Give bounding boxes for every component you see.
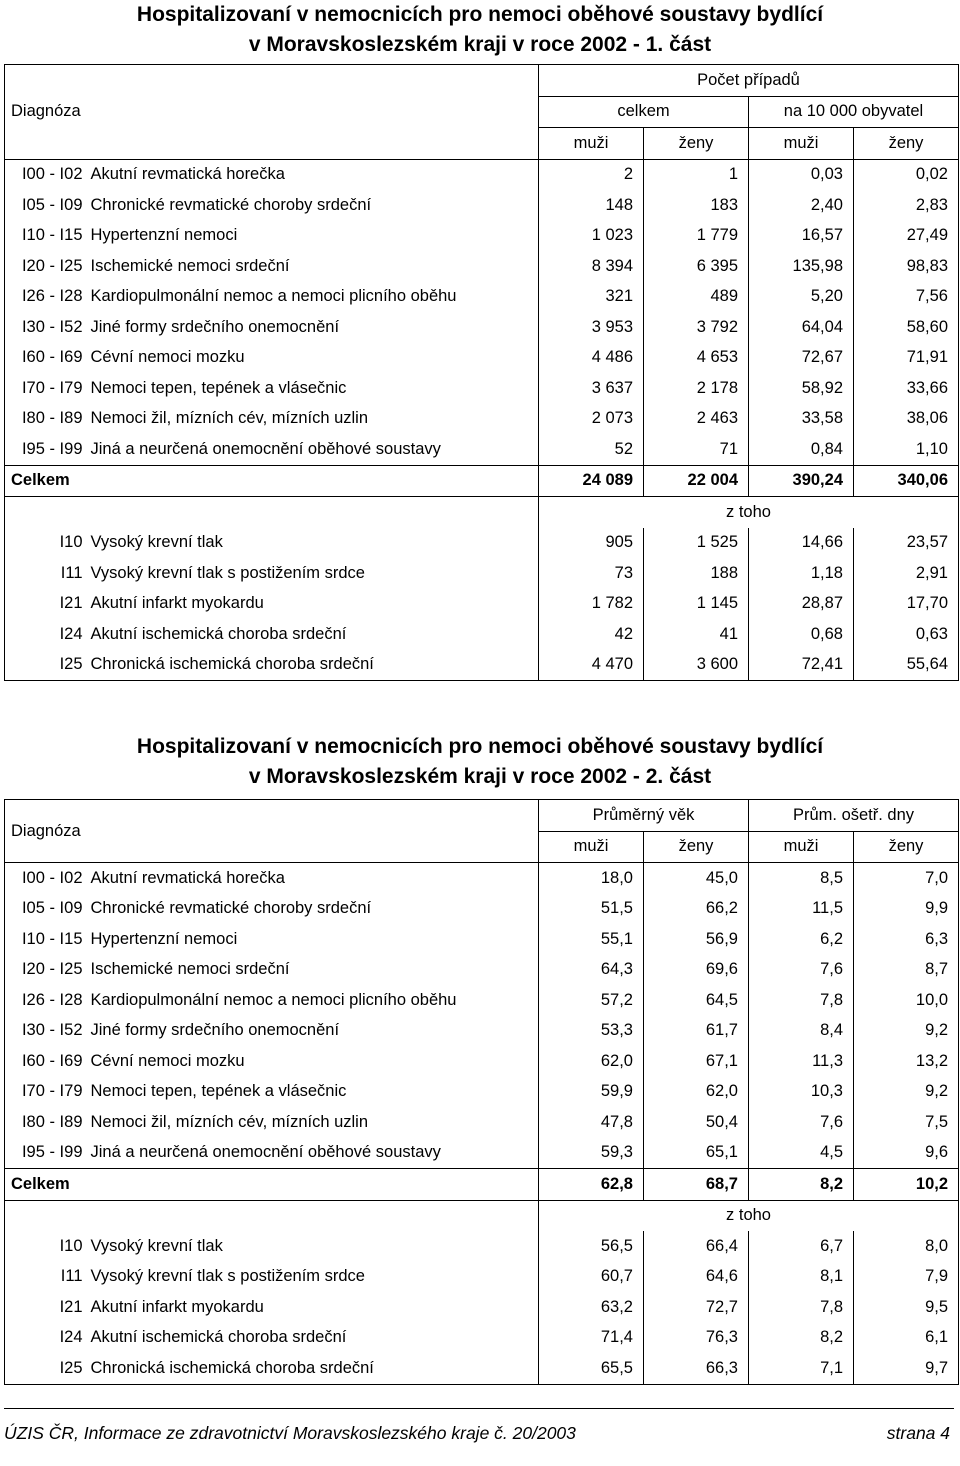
diagnosis-code: I70 - I79 xyxy=(5,1077,89,1108)
diagnosis-code: I26 - I28 xyxy=(5,282,89,313)
diagnosis-code: I26 - I28 xyxy=(5,985,89,1016)
table-cell: 905 xyxy=(539,528,644,559)
diagnosis-name: Chronická ischemická choroba srdeční xyxy=(89,1353,539,1384)
table-cell: 489 xyxy=(644,282,749,313)
table-cell: 64,6 xyxy=(644,1262,749,1293)
diagnosis-name: Vysoký krevní tlak s postižením srdce xyxy=(90,1267,365,1286)
table-cell: 7,6 xyxy=(749,955,854,986)
table-cell: 0,02 xyxy=(854,159,959,190)
table-cell: 4 653 xyxy=(644,343,749,374)
table1-ztoho: z toho xyxy=(539,497,959,528)
table-row xyxy=(5,1016,959,1047)
table2-header-diagnoza: Diagnóza xyxy=(5,800,539,863)
table-cell: 7,8 xyxy=(749,985,854,1016)
table-row xyxy=(5,924,959,955)
diagnosis-name: Ischemické nemoci srdeční xyxy=(90,960,290,979)
diagnosis-name: Kardiopulmonální nemoc a nemoci plicního oběhu xyxy=(90,990,457,1009)
table-row xyxy=(5,159,959,190)
table-cell: 58,60 xyxy=(854,312,959,343)
table-cell: 8,4 xyxy=(749,1016,854,1047)
diagnosis-code: I11 xyxy=(5,1262,89,1293)
table-cell: 3 953 xyxy=(539,312,644,343)
table-cell: 76,3 xyxy=(644,1323,749,1354)
diagnosis-code: I95 - I99 xyxy=(5,1138,89,1169)
table-cell: 10,0 xyxy=(854,985,959,1016)
table2-title-line2: v Moravskoslezském kraji v roce 2002 - 2. část xyxy=(248,765,712,788)
table-cell: 3 792 xyxy=(644,312,749,343)
table-cell: 62,8 xyxy=(539,1169,644,1201)
table-cell: 52 xyxy=(539,434,644,465)
table-cell: 2 463 xyxy=(644,404,749,435)
table2-col-header: muži xyxy=(539,831,644,863)
diagnosis-name: Akutní revmatická horečka xyxy=(90,868,285,887)
table-cell: 72,7 xyxy=(644,1292,749,1323)
table2-ztoho: z toho xyxy=(539,1200,959,1231)
diagnosis-name: Akutní infarkt myokardu xyxy=(90,594,264,613)
table-row xyxy=(5,282,959,313)
table-cell: 62,0 xyxy=(539,1046,644,1077)
table-cell: 65,5 xyxy=(539,1353,644,1384)
diagnosis-name: Jiné formy srdečního onemocnění xyxy=(90,1021,340,1040)
table-cell: 9,5 xyxy=(854,1292,959,1323)
diagnosis-name: Jiné formy srdečního onemocnění xyxy=(90,317,340,336)
table-cell: 2 xyxy=(539,159,644,190)
table-cell: 6,1 xyxy=(854,1323,959,1354)
table-cell: 53,3 xyxy=(539,1016,644,1047)
table-row xyxy=(5,650,959,681)
table1-col-header: muži xyxy=(539,128,644,160)
table-cell: 1 525 xyxy=(644,528,749,559)
diagnosis-name: Nemoci žil, mízních cév, mízních uzlin xyxy=(90,1112,369,1131)
table-cell: 188 xyxy=(644,558,749,589)
diagnosis-code: I80 - I89 xyxy=(5,1107,89,1138)
table-cell: 3 600 xyxy=(644,650,749,681)
table-cell: 6,3 xyxy=(854,924,959,955)
table-row xyxy=(5,619,959,650)
table-cell: 62,0 xyxy=(644,1077,749,1108)
table-cell: 10,3 xyxy=(749,1077,854,1108)
table-cell: 71,4 xyxy=(539,1323,644,1354)
table-cell: 5,20 xyxy=(749,282,854,313)
table2-col-header: ženy xyxy=(644,831,749,863)
table-cell: 55,1 xyxy=(539,924,644,955)
table-cell: 8,7 xyxy=(854,955,959,986)
table-cell: 64,04 xyxy=(749,312,854,343)
diagnosis-code: I60 - I69 xyxy=(5,1046,89,1077)
diagnosis-name: Kardiopulmonální nemoc a nemoci plicního oběhu xyxy=(90,287,457,306)
table-cell: 1 782 xyxy=(539,589,644,620)
table-cell: 71,91 xyxy=(854,343,959,374)
table-cell: 56,9 xyxy=(644,924,749,955)
table-cell: 135,98 xyxy=(749,251,854,282)
table-row xyxy=(5,863,959,894)
diagnosis-code: I11 xyxy=(5,558,89,589)
table1-col-header: muži xyxy=(749,128,854,160)
table-cell: 321 xyxy=(539,282,644,313)
diagnosis-name: Nemoci tepen, tepének a vlásečnic xyxy=(90,1082,347,1101)
table-cell: 38,06 xyxy=(854,404,959,435)
diagnosis-name: Hypertenzní nemoci xyxy=(90,226,238,245)
table-cell: 24 089 xyxy=(539,465,644,497)
diagnosis-name: Akutní ischemická choroba srdeční xyxy=(90,1328,347,1347)
diagnosis-name: Chronické revmatické choroby srdeční xyxy=(90,195,372,214)
table-row xyxy=(5,251,959,282)
diagnosis-code: I21 xyxy=(5,1292,89,1323)
diagnosis-name: Nemoci žil, mízních cév, mízních uzlin xyxy=(90,409,369,428)
table-cell: 0,03 xyxy=(749,159,854,190)
table-row xyxy=(5,1077,959,1108)
table-cell: 11,3 xyxy=(749,1046,854,1077)
table-cell: 72,67 xyxy=(749,343,854,374)
table-cell: 2 178 xyxy=(644,373,749,404)
table1-title-line2: v Moravskoslezském kraji v roce 2002 - 1. část xyxy=(248,33,712,56)
table-cell: 4 470 xyxy=(539,650,644,681)
table-cell: 13,2 xyxy=(854,1046,959,1077)
table-cell: 390,24 xyxy=(749,465,854,497)
table-row xyxy=(5,955,959,986)
table2-subbody xyxy=(5,1231,959,1384)
table-cell: 1 023 xyxy=(539,221,644,252)
table1-header-celkem: celkem xyxy=(539,96,749,128)
diagnosis-code: I05 - I09 xyxy=(5,894,89,925)
table-cell: 2,83 xyxy=(854,190,959,221)
table-cell: 27,49 xyxy=(854,221,959,252)
table-cell: 183 xyxy=(644,190,749,221)
table-row xyxy=(5,985,959,1016)
table1-title xyxy=(0,0,960,60)
table2-total-label: Celkem xyxy=(5,1169,539,1201)
table2-col-header: muži xyxy=(749,831,854,863)
table-cell: 8 394 xyxy=(539,251,644,282)
table-cell: 6,2 xyxy=(749,924,854,955)
table-cell: 64,3 xyxy=(539,955,644,986)
table1-total-row xyxy=(5,465,959,497)
table-cell: 2 073 xyxy=(539,404,644,435)
table2-col-header: ženy xyxy=(854,831,959,863)
table-cell: 6,7 xyxy=(749,1231,854,1262)
table-cell: 65,1 xyxy=(644,1138,749,1169)
table1-title-line1: Hospitalizovaní v nemocnicích pro nemoci oběhové soustavy bydlící xyxy=(136,3,824,26)
footer-source: ÚZIS ČR, Informace ze zdravotnictví Moravskoslezského kraje č. 20/2003 xyxy=(4,1423,576,1443)
table-cell: 1,18 xyxy=(749,558,854,589)
table-cell: 59,9 xyxy=(539,1077,644,1108)
diagnosis-code: I21 xyxy=(5,589,89,620)
table-cell: 72,41 xyxy=(749,650,854,681)
diagnosis-code: I24 xyxy=(5,619,89,650)
diagnosis-code: I95 - I99 xyxy=(5,434,89,465)
table-cell: 7,56 xyxy=(854,282,959,313)
table-cell: 51,5 xyxy=(539,894,644,925)
table-row xyxy=(5,589,959,620)
table-row xyxy=(5,221,959,252)
table1-subbody xyxy=(5,528,959,681)
table-cell: 8,5 xyxy=(749,863,854,894)
table-row xyxy=(5,434,959,465)
table-cell: 69,6 xyxy=(644,955,749,986)
table-cell: 18,0 xyxy=(539,863,644,894)
table-cell: 63,2 xyxy=(539,1292,644,1323)
diagnosis-code: I10 xyxy=(5,1231,89,1262)
table-cell: 9,6 xyxy=(854,1138,959,1169)
table-cell: 8,1 xyxy=(749,1262,854,1293)
table-cell: 60,7 xyxy=(539,1262,644,1293)
table-cell: 4 486 xyxy=(539,343,644,374)
diagnosis-code: I05 - I09 xyxy=(5,190,89,221)
diagnosis-code: I10 - I15 xyxy=(5,221,89,252)
diagnosis-name: Vysoký krevní tlak s postižením srdce xyxy=(90,563,365,582)
table1-header-per10000: na 10 000 obyvatel xyxy=(749,96,959,128)
diagnosis-code: I25 xyxy=(5,1353,89,1384)
table-cell: 45,0 xyxy=(644,863,749,894)
diagnosis-code: I80 - I89 xyxy=(5,404,89,435)
table-row xyxy=(5,1231,959,1262)
table1-header-diagnoza: Diagnóza xyxy=(5,96,539,128)
table1-col-header: ženy xyxy=(644,128,749,160)
table-cell: 0,84 xyxy=(749,434,854,465)
table-cell: 50,4 xyxy=(644,1107,749,1138)
table1-col-header: ženy xyxy=(854,128,959,160)
table-cell: 42 xyxy=(539,619,644,650)
table-cell: 7,5 xyxy=(854,1107,959,1138)
table-cell: 64,5 xyxy=(644,985,749,1016)
diagnosis-code: I20 - I25 xyxy=(5,251,89,282)
diagnosis-name: Ischemické nemoci srdeční xyxy=(90,256,290,275)
table-cell: 8,2 xyxy=(749,1323,854,1354)
diagnosis-code: I30 - I52 xyxy=(5,1016,89,1047)
table-cell: 2,40 xyxy=(749,190,854,221)
table-cell: 8,0 xyxy=(854,1231,959,1262)
table-cell: 23,57 xyxy=(854,528,959,559)
table-cell: 9,2 xyxy=(854,1077,959,1108)
diagnosis-name: Akutní infarkt myokardu xyxy=(90,1297,264,1316)
table-cell: 0,68 xyxy=(749,619,854,650)
diagnosis-code: I60 - I69 xyxy=(5,343,89,374)
table-cell: 66,3 xyxy=(644,1353,749,1384)
table-row xyxy=(5,1353,959,1384)
table-cell: 7,0 xyxy=(854,863,959,894)
diagnosis-name: Akutní ischemická choroba srdeční xyxy=(90,624,347,643)
table2-body xyxy=(5,863,959,1169)
table-cell: 7,6 xyxy=(749,1107,854,1138)
table-cell: 59,3 xyxy=(539,1138,644,1169)
diagnosis-code: I25 xyxy=(5,650,89,681)
table-cell: 1 145 xyxy=(644,589,749,620)
table-row xyxy=(5,190,959,221)
table-cell: 71 xyxy=(644,434,749,465)
table-cell: 9,7 xyxy=(854,1353,959,1384)
table-cell: 6 395 xyxy=(644,251,749,282)
table-cell: 9,9 xyxy=(854,894,959,925)
table-row xyxy=(5,558,959,589)
diagnosis-name: Jiná a neurčená onemocnění oběhové soustavy xyxy=(90,439,441,458)
table-cell: 14,66 xyxy=(749,528,854,559)
diagnosis-name: Vysoký krevní tlak xyxy=(90,1236,223,1255)
table-cell: 98,83 xyxy=(854,251,959,282)
table-row xyxy=(5,1262,959,1293)
table-cell: 1 xyxy=(644,159,749,190)
table-row xyxy=(5,404,959,435)
table-cell: 58,92 xyxy=(749,373,854,404)
table-row xyxy=(5,1046,959,1077)
diagnosis-code: I10 - I15 xyxy=(5,924,89,955)
diagnosis-code: I10 xyxy=(5,528,89,559)
table-cell: 47,8 xyxy=(539,1107,644,1138)
diagnosis-name: Akutní revmatická horečka xyxy=(90,165,285,184)
table-cell: 3 637 xyxy=(539,373,644,404)
diagnosis-code: I30 - I52 xyxy=(5,312,89,343)
diagnosis-code: I00 - I02 xyxy=(5,159,89,190)
table-cell: 7,1 xyxy=(749,1353,854,1384)
table-row xyxy=(5,1323,959,1354)
footer-page-number: strana 4 xyxy=(886,1423,950,1443)
table-row xyxy=(5,1292,959,1323)
table-row xyxy=(5,528,959,559)
table-cell: 0,63 xyxy=(854,619,959,650)
table-cell: 340,06 xyxy=(854,465,959,497)
diagnosis-name: Hypertenzní nemoci xyxy=(90,929,238,948)
diagnosis-name: Jiná a neurčená onemocnění oběhové soustavy xyxy=(90,1143,441,1162)
table-cell: 16,57 xyxy=(749,221,854,252)
table1-header-group: Počet případů xyxy=(539,65,959,97)
diagnosis-name: Nemoci tepen, tepének a vlásečnic xyxy=(90,378,347,397)
table2 xyxy=(4,799,959,1385)
diagnosis-code: I20 - I25 xyxy=(5,955,89,986)
table-cell: 8,2 xyxy=(749,1169,854,1201)
table-cell: 56,5 xyxy=(539,1231,644,1262)
table-cell: 10,2 xyxy=(854,1169,959,1201)
table-cell: 41 xyxy=(644,619,749,650)
table-cell: 2,91 xyxy=(854,558,959,589)
table-cell: 148 xyxy=(539,190,644,221)
diagnosis-name: Vysoký krevní tlak xyxy=(90,533,223,552)
diagnosis-name: Cévní nemoci mozku xyxy=(90,348,245,367)
table-row xyxy=(5,343,959,374)
table-cell: 33,58 xyxy=(749,404,854,435)
table-cell: 1,10 xyxy=(854,434,959,465)
table-cell: 9,2 xyxy=(854,1016,959,1047)
table2-header-prumerny-vek: Průměrný věk xyxy=(539,800,749,832)
diagnosis-name: Chronické revmatické choroby srdeční xyxy=(90,899,372,918)
diagnosis-name: Chronická ischemická choroba srdeční xyxy=(89,650,539,681)
table-cell: 1 779 xyxy=(644,221,749,252)
table-row xyxy=(5,312,959,343)
table-row xyxy=(5,1138,959,1169)
table-cell: 66,4 xyxy=(644,1231,749,1262)
diagnosis-name: Cévní nemoci mozku xyxy=(90,1051,245,1070)
table-cell: 22 004 xyxy=(644,465,749,497)
table2-title-line1: Hospitalizovaní v nemocnicích pro nemoci oběhové soustavy bydlící xyxy=(136,735,824,758)
table-cell: 66,2 xyxy=(644,894,749,925)
table-row xyxy=(5,894,959,925)
table2-header-prum-osetr: Prům. ošetř. dny xyxy=(749,800,959,832)
table2-title xyxy=(0,732,960,792)
table-cell: 61,7 xyxy=(644,1016,749,1047)
table-cell: 17,70 xyxy=(854,589,959,620)
table-cell: 7,9 xyxy=(854,1262,959,1293)
diagnosis-code: I00 - I02 xyxy=(5,863,89,894)
table-cell: 57,2 xyxy=(539,985,644,1016)
table-row xyxy=(5,1107,959,1138)
table-cell: 55,64 xyxy=(854,650,959,681)
table-cell: 7,8 xyxy=(749,1292,854,1323)
page-footer xyxy=(4,1408,954,1443)
table-cell: 11,5 xyxy=(749,894,854,925)
table-cell: 73 xyxy=(539,558,644,589)
table-cell: 28,87 xyxy=(749,589,854,620)
diagnosis-code: I24 xyxy=(5,1323,89,1354)
diagnosis-code: I70 - I79 xyxy=(5,373,89,404)
table-row xyxy=(5,373,959,404)
table2-total-row xyxy=(5,1169,959,1201)
table1 xyxy=(4,64,959,681)
table-cell: 68,7 xyxy=(644,1169,749,1201)
table-cell: 33,66 xyxy=(854,373,959,404)
table-cell: 4,5 xyxy=(749,1138,854,1169)
table-cell: 67,1 xyxy=(644,1046,749,1077)
table1-body xyxy=(5,159,959,465)
table1-total-label: Celkem xyxy=(5,465,539,497)
